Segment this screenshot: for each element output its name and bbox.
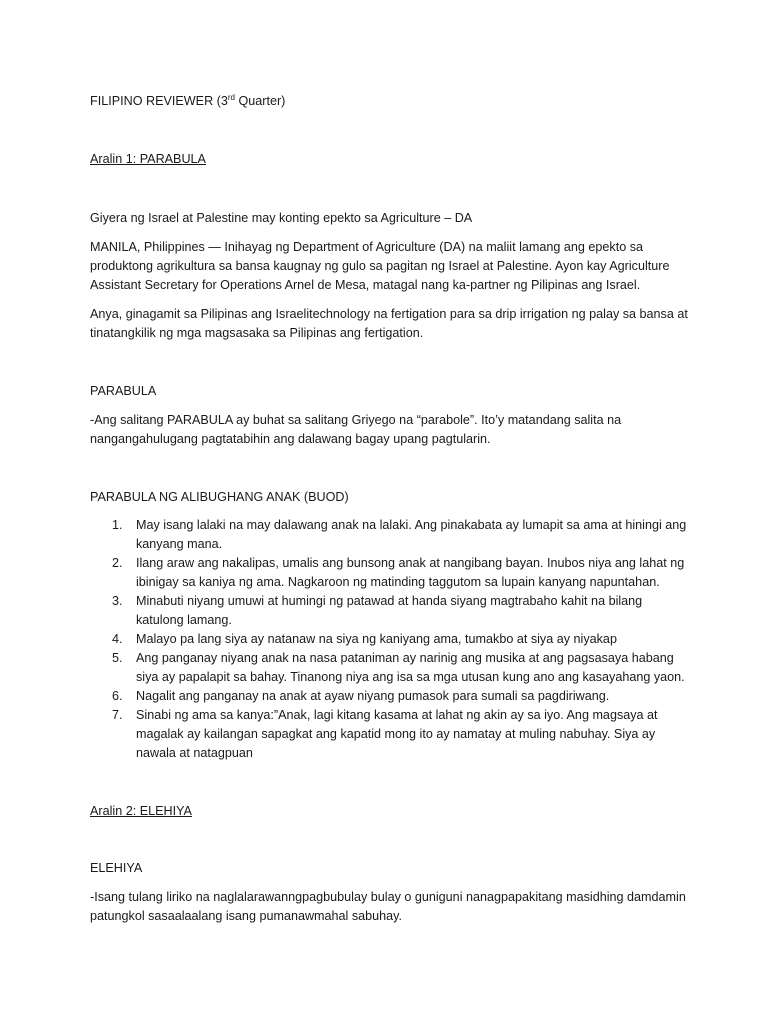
list-text: Nagalit ang panganay na anak at ayaw niyang pumasok para sumali sa pagdiriwang.: [136, 689, 610, 703]
document-title: FILIPINO REVIEWER (3rd Quarter): [90, 92, 286, 108]
news-paragraph-2: Anya, ginagamit sa Pilipinas ang Israelitechnology na fertigation para sa drip irrigation ng palay sa bansa at tinatangkilik ng mga magsasaka sa Pilipinas ang fertigation.: [90, 307, 688, 340]
list-text: Malayo pa lang siya ay natanaw na siya ng kaniyang ama, tumakbo at siya ay niyakap: [136, 632, 617, 646]
list-text: May isang lalaki na may dalawang anak na lalaki. Ang pinakabata ay lumapit sa ama at hiningi ang kanyang mana.: [136, 518, 687, 551]
list-number: 1.: [112, 518, 123, 532]
list-item: [90, 592, 690, 630]
list-item: [90, 687, 690, 706]
list-number: 2.: [112, 556, 123, 570]
elehiya-definition: -Isang tulang liriko na naglalarawanngpagbubulay bulay o guniguni nanagpapakitang masidhing damdamin patungkol sasaalaalang isang pumanawmahal sabuhay.: [90, 890, 686, 923]
parabula-heading: PARABULA: [90, 384, 157, 398]
list-item: [90, 706, 690, 763]
list-text: Ang panganay niyang anak na nasa pataniman ay narinig ang musika at ang pagsasaya habang siya ay papalapit sa bahay. Tinanong niya ang isa sa mga utusan kung ano ang kasayahang yaon.: [136, 651, 685, 684]
list-text: Minabuti niyang umuwi at humingi ng patawad at handa siyang magtrabaho kahit na bilang katulong lamang.: [136, 594, 643, 627]
list-number: 7.: [112, 708, 123, 722]
lesson-2-heading: Aralin 2: ELEHIYA: [90, 804, 192, 818]
list-text: Ilang araw ang nakalipas, umalis ang bunsong anak at nangibang bayan. Inubos niya ang lahat ng ibinigay sa kaniya ng ama. Nagkaroon ng matinding taggutom sa lupain kanyang napuntahan.: [136, 556, 685, 589]
parabula-definition: -Ang salitang PARABULA ay buhat sa salitang Griyego na “parabole”. Ito’y matandang salita na nangangahulugang pagtatabihin ang dalawang bagay upang pagtularin.: [90, 413, 622, 446]
list-number: 3.: [112, 594, 123, 608]
list-item: [90, 649, 690, 687]
news-paragraph-1: MANILA, Philippines — Inihayag ng Department of Agriculture (DA) na maliit lamang ang epekto sa produktong agrikultura sa bansa kaugnay ng gulo sa pagitan ng Israel at Palestine. Ayon kay Agriculture Assistant Secretary for Operations Arnel de Mesa, matagal nang ka-partner ng Pilipinas ang Israel.: [90, 240, 670, 292]
lesson-1-heading: Aralin 1: PARABULA: [90, 152, 206, 166]
elehiya-heading: ELEHIYA: [90, 861, 143, 875]
list-number: 4.: [112, 632, 123, 646]
alibughang-anak-heading: PARABULA NG ALIBUGHANG ANAK (BUOD): [90, 490, 349, 504]
story-summary-list: [90, 516, 690, 763]
list-number: 6.: [112, 689, 123, 703]
news-headline: Giyera ng Israel at Palestine may konting epekto sa Agriculture – DA: [90, 211, 473, 225]
list-item: [90, 630, 690, 649]
list-item: [90, 554, 690, 592]
list-item: [90, 516, 690, 554]
list-number: 5.: [112, 651, 123, 665]
list-text: Sinabi ng ama sa kanya:”Anak, lagi kitang kasama at lahat ng akin ay sa iyo. Ang magsaya at magalak ay kailangan sapagkat ang kapatid mong ito ay namatay at muling nabuhay. Siya ay nawala at natagpuan: [136, 708, 658, 760]
